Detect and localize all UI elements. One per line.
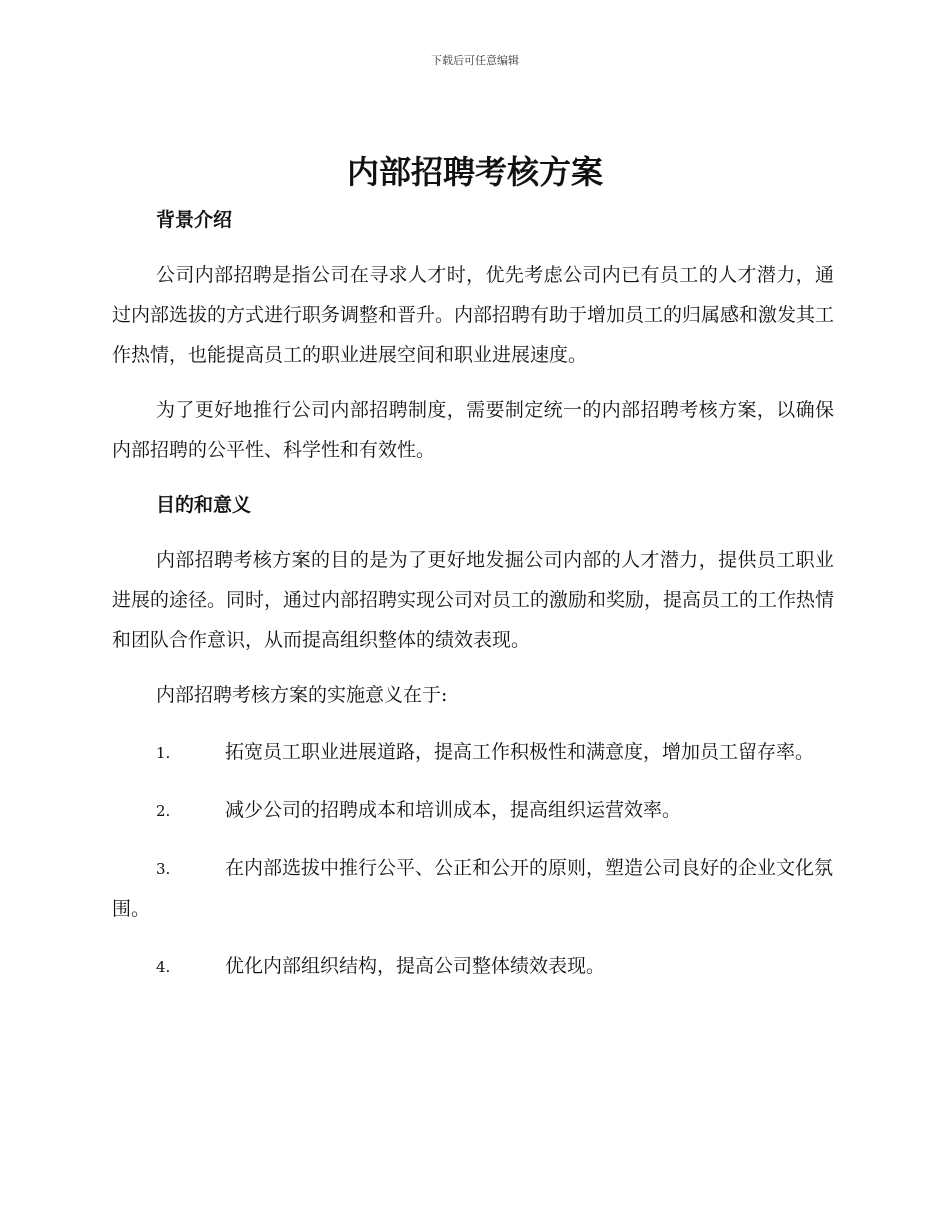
list-item [112, 848, 834, 929]
list-number: 2. [156, 802, 171, 820]
list-text: 拓宽员工职业进展道路，提高工作积极性和满意度，增加员工留存率。 [225, 741, 815, 763]
document-body [112, 200, 834, 987]
list-number: 3. [156, 860, 171, 878]
list-item [112, 790, 834, 831]
paragraph-purpose-1: 内部招聘考核方案的目的是为了更好地发掘公司内部的人才潜力，提供员工职业进展的途径。同时，通过内部招聘实现公司对员工的激励和奖励，提高员工的工作热情和团队合作意识，从而提高组织整体的绩效表现。 [112, 549, 835, 651]
paragraph-background-1: 公司内部招聘是指公司在寻求人才时，优先考虑公司内已有员工的人才潜力，通过内部选拔的方式进行职务调整和晋升。内部招聘有助于增加员工的归属感和激发其工作热情，也能提高员工的职业进展空间和职业进展速度。 [112, 264, 835, 366]
list-item [112, 946, 834, 987]
document-title: 内部招聘考核方案 [346, 153, 603, 191]
page-header-note: 下载后可任意编辑 [431, 54, 519, 67]
list-text: 优化内部组织结构，提高公司整体绩效表现。 [225, 955, 606, 977]
list-number: 4. [156, 958, 171, 976]
paragraph-purpose-2: 内部招聘考核方案的实施意义在于: [156, 684, 448, 706]
section-heading-background: 背景介绍 [156, 209, 233, 231]
section-heading-purpose: 目的和意义 [156, 494, 252, 516]
list-number: 1. [156, 744, 171, 762]
list-item [112, 732, 834, 773]
paragraph-background-2: 为了更好地推行公司内部招聘制度，需要制定统一的内部招聘考核方案，以确保内部招聘的公平性、科学性和有效性。 [112, 399, 834, 461]
list-text: 减少公司的招聘成本和培训成本，提高组织运营效率。 [225, 799, 682, 821]
list-text: 在内部选拔中推行公平、公正和公开的原则，塑造公司良好的企业文化氛围。 [112, 857, 834, 920]
